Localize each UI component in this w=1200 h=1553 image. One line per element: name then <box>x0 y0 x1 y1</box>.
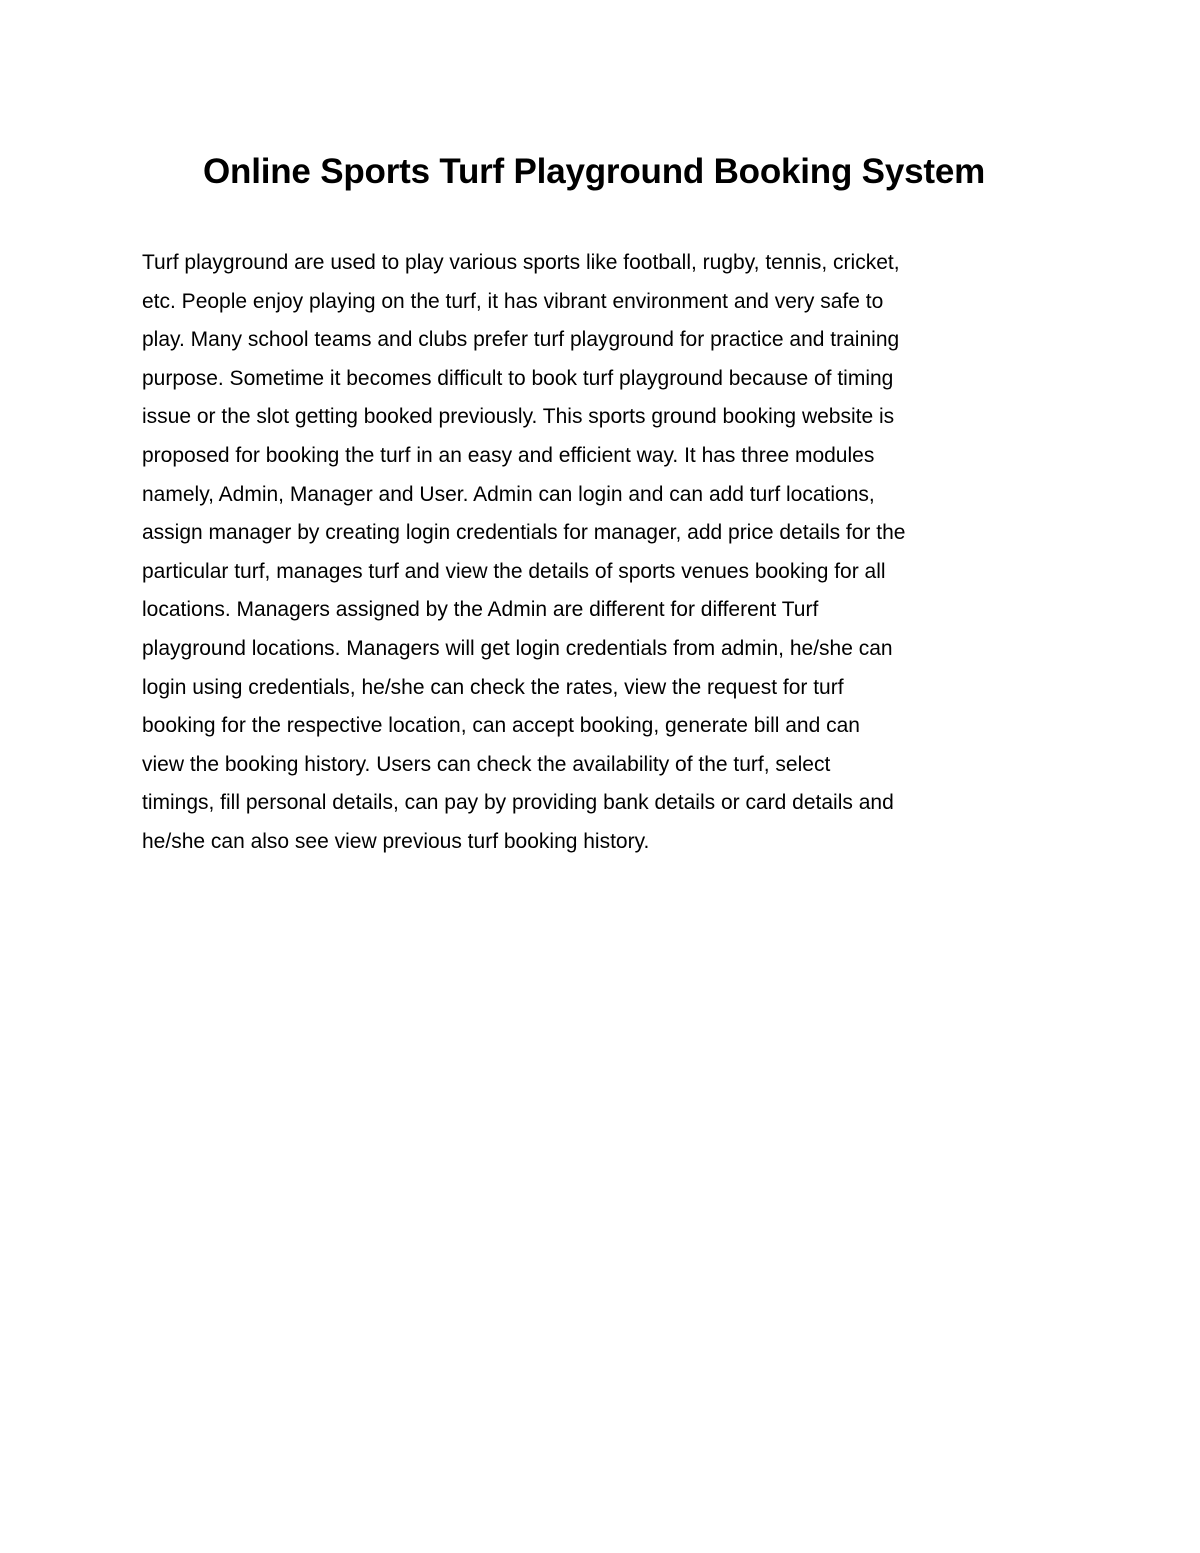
paragraph-line: issue or the slot getting booked previously. This sports ground booking website is <box>142 405 895 429</box>
paragraph-line: proposed for booking the turf in an easy and efficient way. It has three modules <box>142 443 875 467</box>
paragraph-line: namely, Admin, Manager and User. Admin can login and can add turf locations, <box>142 482 875 506</box>
paragraph-line: assign manager by creating login credentials for manager, add price details for the <box>142 521 906 545</box>
paragraph-line: he/she can also see view previous turf booking history. <box>142 829 650 853</box>
document-title: Online Sports Turf Playground Booking System <box>202 152 985 191</box>
paragraph-line: particular turf, manages turf and view the details of sports venues booking for all <box>142 559 886 583</box>
paragraph-line: purpose. Sometime it becomes difficult to book turf playground because of timing <box>142 366 894 390</box>
paragraph-line: Turf playground are used to play various sports like football, rugby, tennis, cricket, <box>142 251 900 274</box>
paragraph-line: locations. Managers assigned by the Admin are different for different Turf <box>142 598 819 622</box>
paragraph-line: login using credentials, he/she can check the rates, view the request for turf <box>142 675 844 699</box>
paragraph-line: play. Many school teams and clubs prefer turf playground for practice and training <box>142 328 900 352</box>
paragraph-line: etc. People enjoy playing on the turf, it has vibrant environment and very safe to <box>142 289 884 313</box>
paragraph-line: view the booking history. Users can check the availability of the turf, select <box>142 752 831 776</box>
paragraph-line: playground locations. Managers will get login credentials from admin, he/she can <box>142 636 893 660</box>
body-paragraph <box>142 244 1072 862</box>
paragraph-line: booking for the respective location, can accept booking, generate bill and can <box>142 714 860 738</box>
paragraph-line: timings, fill personal details, can pay by providing bank details or card details and <box>142 791 894 815</box>
